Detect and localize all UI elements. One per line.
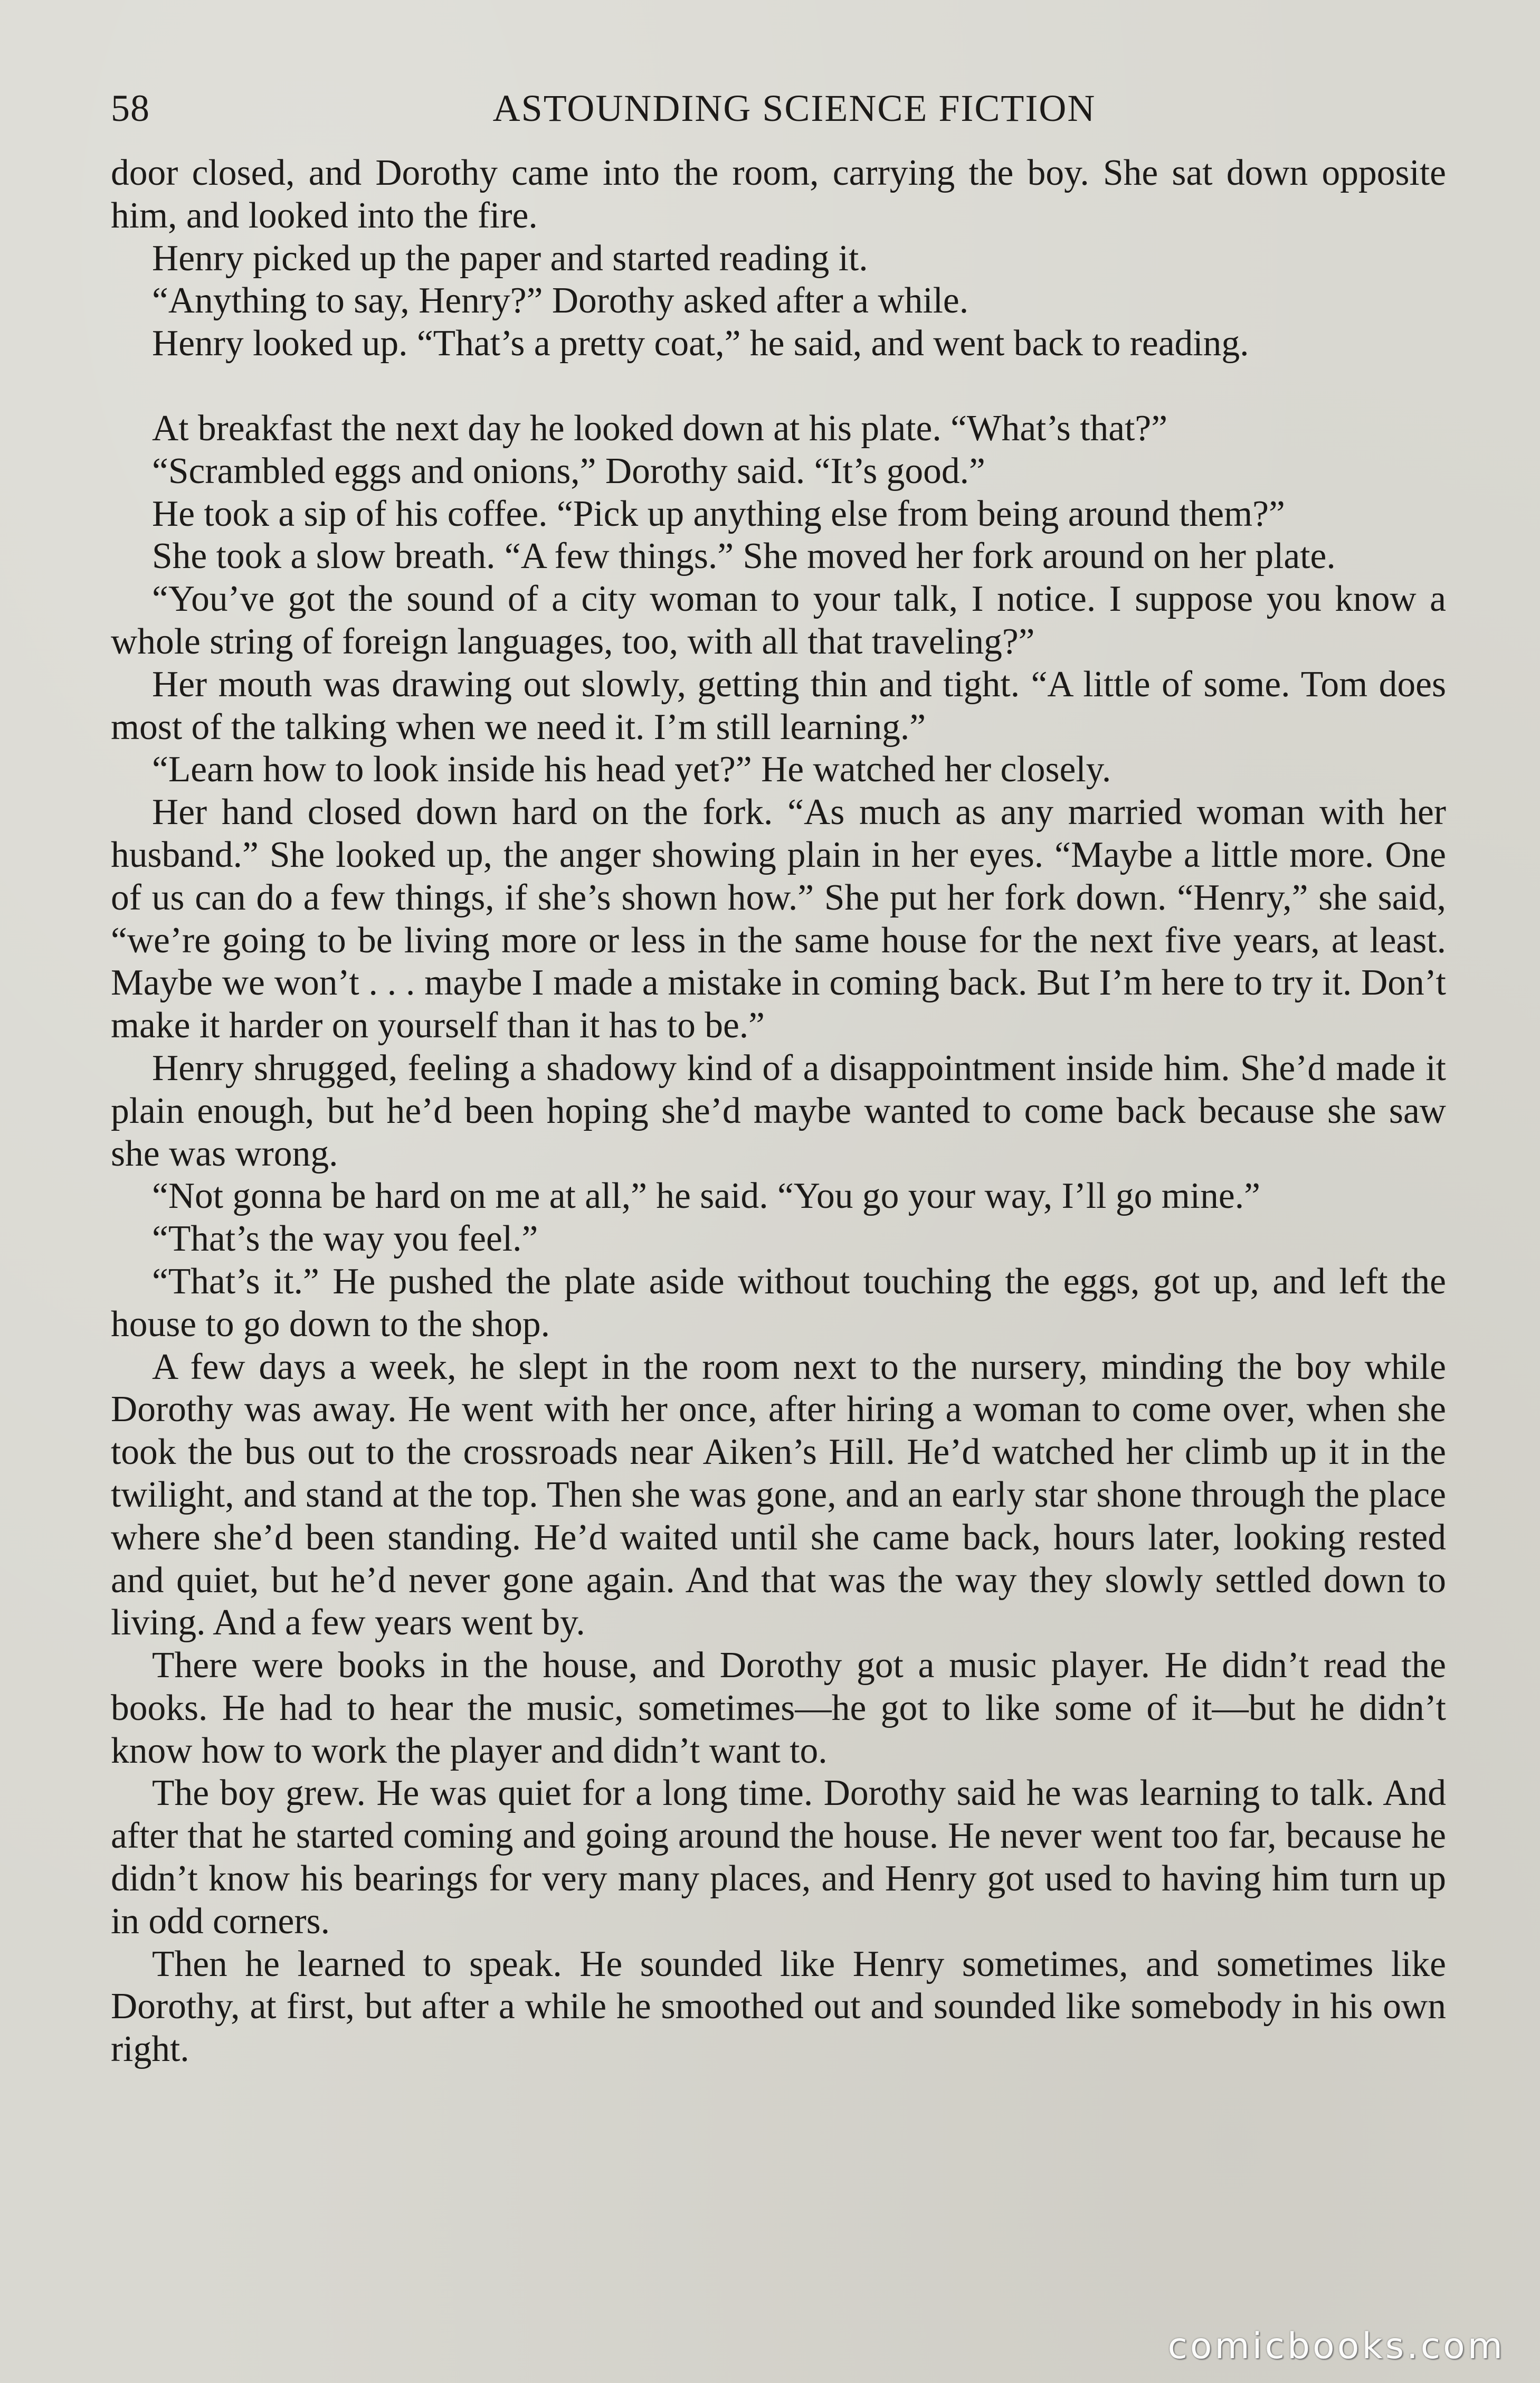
- watermark: comicbooks.com: [1167, 2325, 1505, 2367]
- paragraph: “That’s it.” He pushed the plate aside without touching the eggs, got up, and left the house to go down to the shop.: [111, 1261, 1446, 1345]
- running-head: [111, 79, 1446, 137]
- paragraph: “Anything to say, Henry?” Dorothy asked after a while.: [152, 280, 969, 321]
- paragraph: At breakfast the next day he looked down at his plate. “What’s that?”: [152, 408, 1168, 449]
- paragraph: Her mouth was drawing out slowly, getting thin and tight. “A little of some. Tom does most of the talking when we need it. I’m still learning.”: [111, 664, 1446, 748]
- paragraph: “That’s the way you feel.”: [152, 1218, 538, 1260]
- paragraph: He took a sip of his coffee. “Pick up anything else from being around them?”: [152, 493, 1285, 534]
- paragraph: door closed, and Dorothy came into the room, carrying the boy. She sat down opposite him, and looked into the fire.: [111, 153, 1446, 236]
- running-title: ASTOUNDING SCIENCE FICTION: [492, 87, 1096, 129]
- paragraph: Then he learned to speak. He sounded like Henry sometimes, and sometimes like Dorothy, at first, but after a while he smoothed out and sounded like somebody in his own right.: [111, 1943, 1446, 2070]
- page-number: 58: [111, 87, 150, 129]
- paragraph: “Scrambled eggs and onions,” Dorothy said. “It’s good.”: [152, 450, 985, 491]
- paragraph: Henry picked up the paper and started reading it.: [152, 238, 868, 279]
- paragraph: Henry looked up. “That’s a pretty coat,” he said, and went back to reading.: [152, 323, 1249, 364]
- paragraph: Her hand closed down hard on the fork. “As much as any married woman with her husband.” She looked up, the anger showing plain in her eyes. “Maybe a little more. One of us can do a few things, if she’s shown how.” She put her fork down. “Henry,” she said, “we’re going to be living more or less in the same house for the next five years, at least. Maybe we won’t . . . maybe I made a mistake in coming back. But I’m here to try it. Don’t make it harder on yourself than it has to be.”: [111, 792, 1446, 1046]
- paragraph: Henry shrugged, feeling a shadowy kind of a disappointment inside him. She’d made it plain enough, but he’d been hoping she’d maybe wanted to come back because she saw she was wrong.: [111, 1047, 1446, 1174]
- paragraph: “Not gonna be hard on me at all,” he said. “You go your way, I’ll go mine.”: [152, 1176, 1260, 1217]
- paragraph: There were books in the house, and Dorothy got a music player. He didn’t read the books. He had to hear the music, sometimes—he got to like some of it—but he didn’t know how to work the player and didn’t want to.: [111, 1645, 1446, 1771]
- paragraph: The boy grew. He was quiet for a long time. Dorothy said he was learning to talk. And after that he started coming and going around the house. He never went too far, because he didn’t know his bearings for very many places, and Henry got used to having him turn up in odd corners.: [111, 1773, 1446, 1942]
- story-text: [111, 152, 1446, 2071]
- paragraph: “Learn how to look inside his head yet?” He watched her closely.: [152, 749, 1111, 790]
- paragraph: She took a slow breath. “A few things.” She moved her fork around on her plate.: [152, 536, 1336, 577]
- paragraph: A few days a week, he slept in the room next to the nursery, minding the boy while Dorothy was away. He went with her once, after hiring a woman to come over, when she took the bus out to the crossroads near Aiken’s Hill. He’d watched her climb up it in the twilight, and stand at the top. Then she was gone, and an early star shone through the place where she’d been standing. He’d waited until she came back, hours later, looking rested and quiet, but he’d never gone again. And that was the way they slowly settled down to living. And a few years went by.: [111, 1346, 1446, 1643]
- paragraph: “You’ve got the sound of a city woman to your talk, I notice. I suppose you know a whole string of foreign languages, too, with all that traveling?”: [111, 579, 1446, 662]
